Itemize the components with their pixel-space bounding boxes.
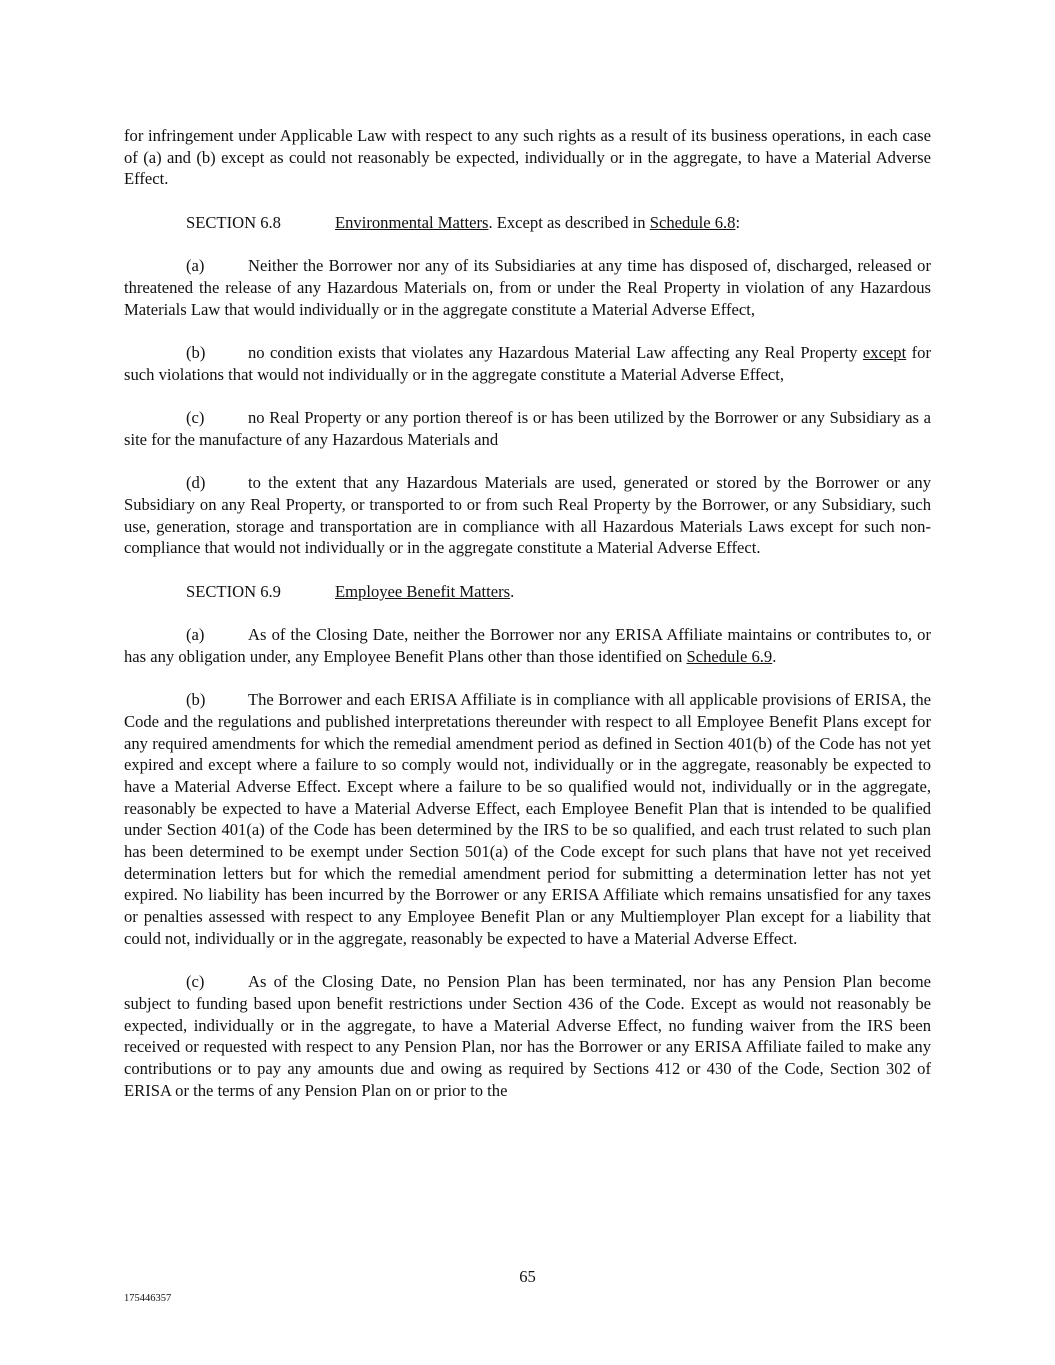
section-number: SECTION 6.8	[186, 212, 281, 232]
clause-6-9-a	[124, 624, 931, 667]
section-intro: . Except as described in	[488, 212, 650, 232]
clause-text: no Real Property or any portion thereof is or has been utilized by the Borrower or any Subsidiary as a site for the manufacture of any Hazardous Materials and	[124, 408, 931, 449]
section-title: Employee Benefit Matters	[335, 581, 511, 601]
schedule-reference: Schedule 6.9	[686, 646, 773, 666]
clause-label: (b)	[186, 342, 206, 362]
section-title: Environmental Matters	[335, 212, 489, 232]
clause-label: (b)	[186, 690, 206, 710]
clause-label: (c)	[186, 408, 205, 428]
section-6-8-heading	[124, 212, 931, 234]
clause-6-8-c	[124, 407, 931, 450]
clause-6-8-d	[124, 472, 931, 559]
clause-text: to the extent that any Hazardous Materials are used, generated or stored by the Borrower or any Subsidiary on any Real Property, or transported to or from such Real Property by the Borrower, or any Subsidiary, such use, generation, storage and transportation are in compliance with all Hazardous Materials Laws except for such non-compliance that would not individually or in the aggregate constitute a Material Adverse Effect.	[124, 473, 931, 558]
schedule-reference: Schedule 6.8	[649, 212, 736, 232]
clause-label: (d)	[186, 473, 206, 493]
clause-6-8-a	[124, 255, 931, 320]
clause-label: (a)	[186, 625, 205, 645]
clause-text-end: .	[772, 646, 777, 666]
clause-6-9-b	[124, 689, 931, 949]
page-number: 65	[519, 1267, 536, 1286]
document-body	[124, 125, 931, 1123]
section-intro-end: :	[735, 212, 741, 232]
clause-label: (c)	[186, 972, 205, 992]
section-number: SECTION 6.9	[186, 581, 281, 601]
clause-text: As of the Closing Date, neither the Borrower nor any ERISA Affiliate maintains or contributes to, or has any obligation under, any Employee Benefit Plans other than those identified on	[124, 625, 931, 666]
section-6-9-heading	[124, 581, 931, 603]
clause-text: The Borrower and each ERISA Affiliate is in compliance with all applicable provisions of ERISA, the Code and the regulations and published interpretations thereunder with respect to all Employee Benefit Plans except for any required amendments for which the remedial amendment period as defined in Section 401(b) of the Code has not yet expired and except where a failure to so comply would not, individually or in the aggregate, reasonably be expected to have a Material Adverse Effect. Except where a failure to be so qualified would not, individually or in the aggregate, reasonably be expected to have a Material Adverse Effect, each Employee Benefit Plan that is intended to be qualified under Section 401(a) of the Code has been determined by the IRS to be so qualified, and each trust related to such plan has been determined to be exempt under Section 501(a) of the Code except for such plans that have not yet received determination letters but for which the remedial amendment period for submitting a determination letter has not yet expired. No liability has been incurred by the Borrower or any ERISA Affiliate which remains unsatisfied for any taxes or penalties assessed with respect to any Employee Benefit Plan or any Multiemployer Plan except for a liability that could not, individually or in the aggregate, reasonably be expected to have a Material Adverse Effect.	[124, 690, 931, 948]
clause-text: no condition exists that violates any Hazardous Material Law affecting any Real Property	[248, 342, 863, 362]
section-title-end: .	[510, 581, 515, 601]
clause-text: As of the Closing Date, no Pension Plan has been terminated, nor has any Pension Plan become subject to funding based upon benefit restrictions under Section 436 of the Code. Except as would not reasonably be expected, individually or in the aggregate, to have a Material Adverse Effect, no funding waiver from the IRS been received or requested with respect to any Pension Plan, nor has the Borrower or any ERISA Affiliate failed to make any contributions or to pay any amounts due and owing as required by Sections 412 or 430 of the Code, Section 302 of ERISA or the terms of any Pension Plan on or prior to the	[124, 972, 931, 1100]
document-id: 175446357	[124, 1293, 172, 1304]
continuation-paragraph: for infringement under Applicable Law with respect to any such rights as a result of its business operations, in each case of (a) and (b) except as could not reasonably be expected, individually or in the aggregate, to have a Material Adverse Effect.	[124, 126, 931, 189]
clause-text-end: for such violations that would not individually or in the aggregate constitute a Material Adverse Effect,	[124, 342, 931, 384]
clause-text: Neither the Borrower nor any of its Subsidiaries at any time has disposed of, discharged, released or threatened the release of any Hazardous Materials on, from or under the Real Property in violation of any Hazardous Materials Law that would individually or in the aggregate constitute a Material Adverse Effect,	[124, 256, 931, 319]
except-term: except	[862, 342, 907, 362]
clause-label: (a)	[186, 256, 205, 276]
clause-6-9-c	[124, 971, 931, 1101]
clause-6-8-b	[124, 342, 931, 385]
